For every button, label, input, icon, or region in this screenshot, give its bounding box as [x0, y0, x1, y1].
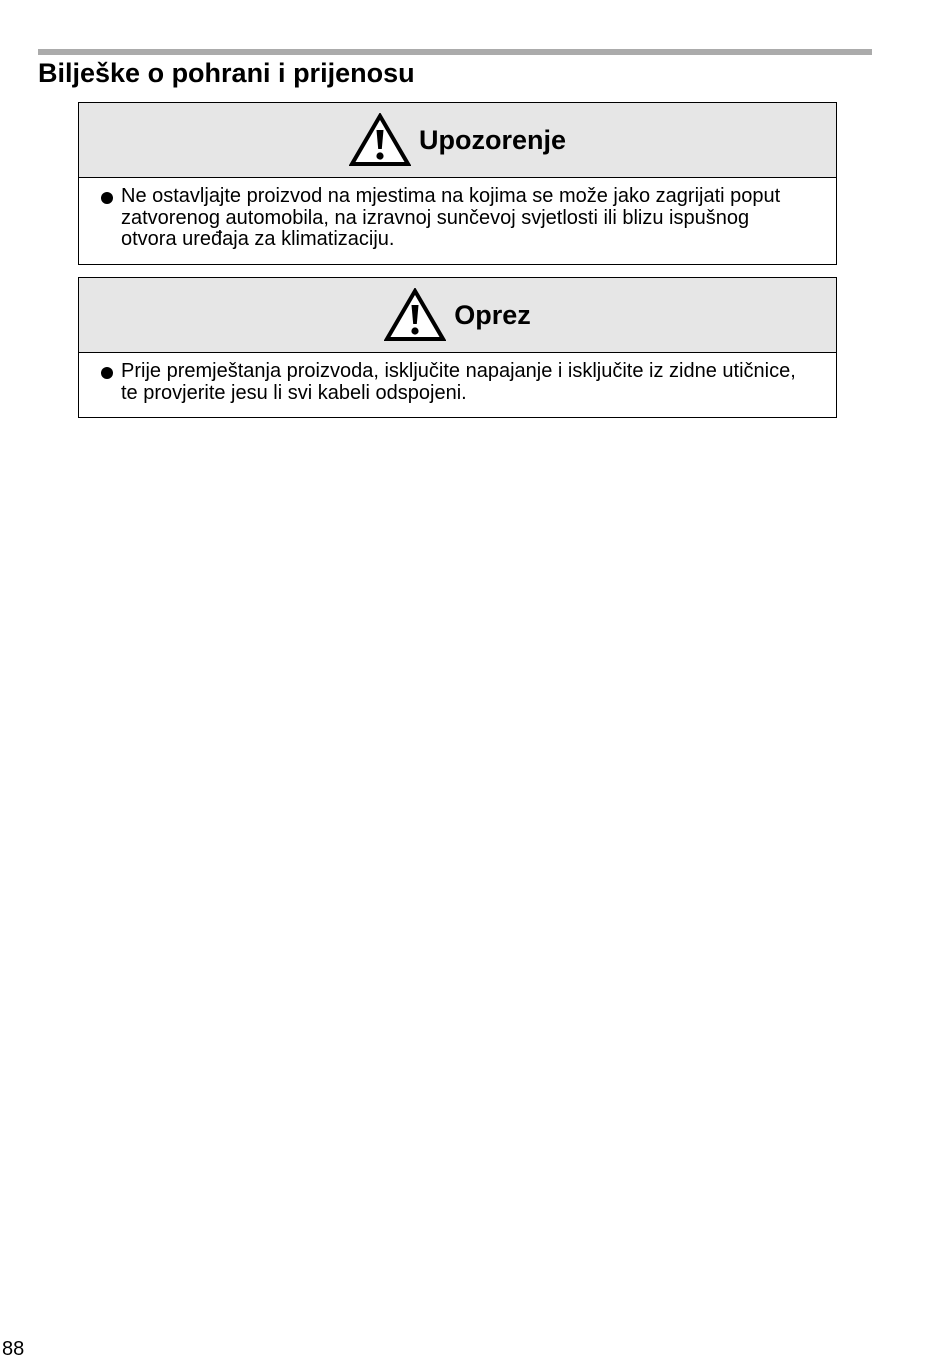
- caution-notice-header: [79, 278, 836, 353]
- warning-notice-body: [79, 178, 836, 264]
- warning-notice-text: Ne ostavljajte proizvod na mjestima na kojima se može jako zagrijati poput zatvorenog automobila, na izravnoj sunčevoj svjetlosti ili blizu ispušnog otvora uređaja za klimatizaciju.: [121, 185, 781, 250]
- section-title: Bilješke o pohrani i prijenosu: [38, 58, 415, 88]
- warning-notice-heading: Upozorenje: [418, 125, 566, 155]
- caution-notice-heading: Oprez: [454, 300, 531, 330]
- warning-notice: [78, 102, 837, 265]
- warning-triangle-icon: [384, 288, 446, 342]
- caution-notice-text: Prije premještanja proizvoda, isključite napajanje i isključite iz zidne utičnice, te provjerite jesu li svi kabeli odspojeni.: [121, 360, 796, 404]
- bullet-icon: [101, 367, 113, 379]
- page-number: 88: [2, 1338, 25, 1360]
- bullet-icon: [101, 192, 113, 204]
- section-top-rule: [38, 49, 872, 55]
- warning-notice-header: [79, 103, 836, 178]
- caution-notice-body: [79, 353, 836, 417]
- warning-triangle-icon: [349, 113, 411, 167]
- caution-notice: [78, 277, 837, 418]
